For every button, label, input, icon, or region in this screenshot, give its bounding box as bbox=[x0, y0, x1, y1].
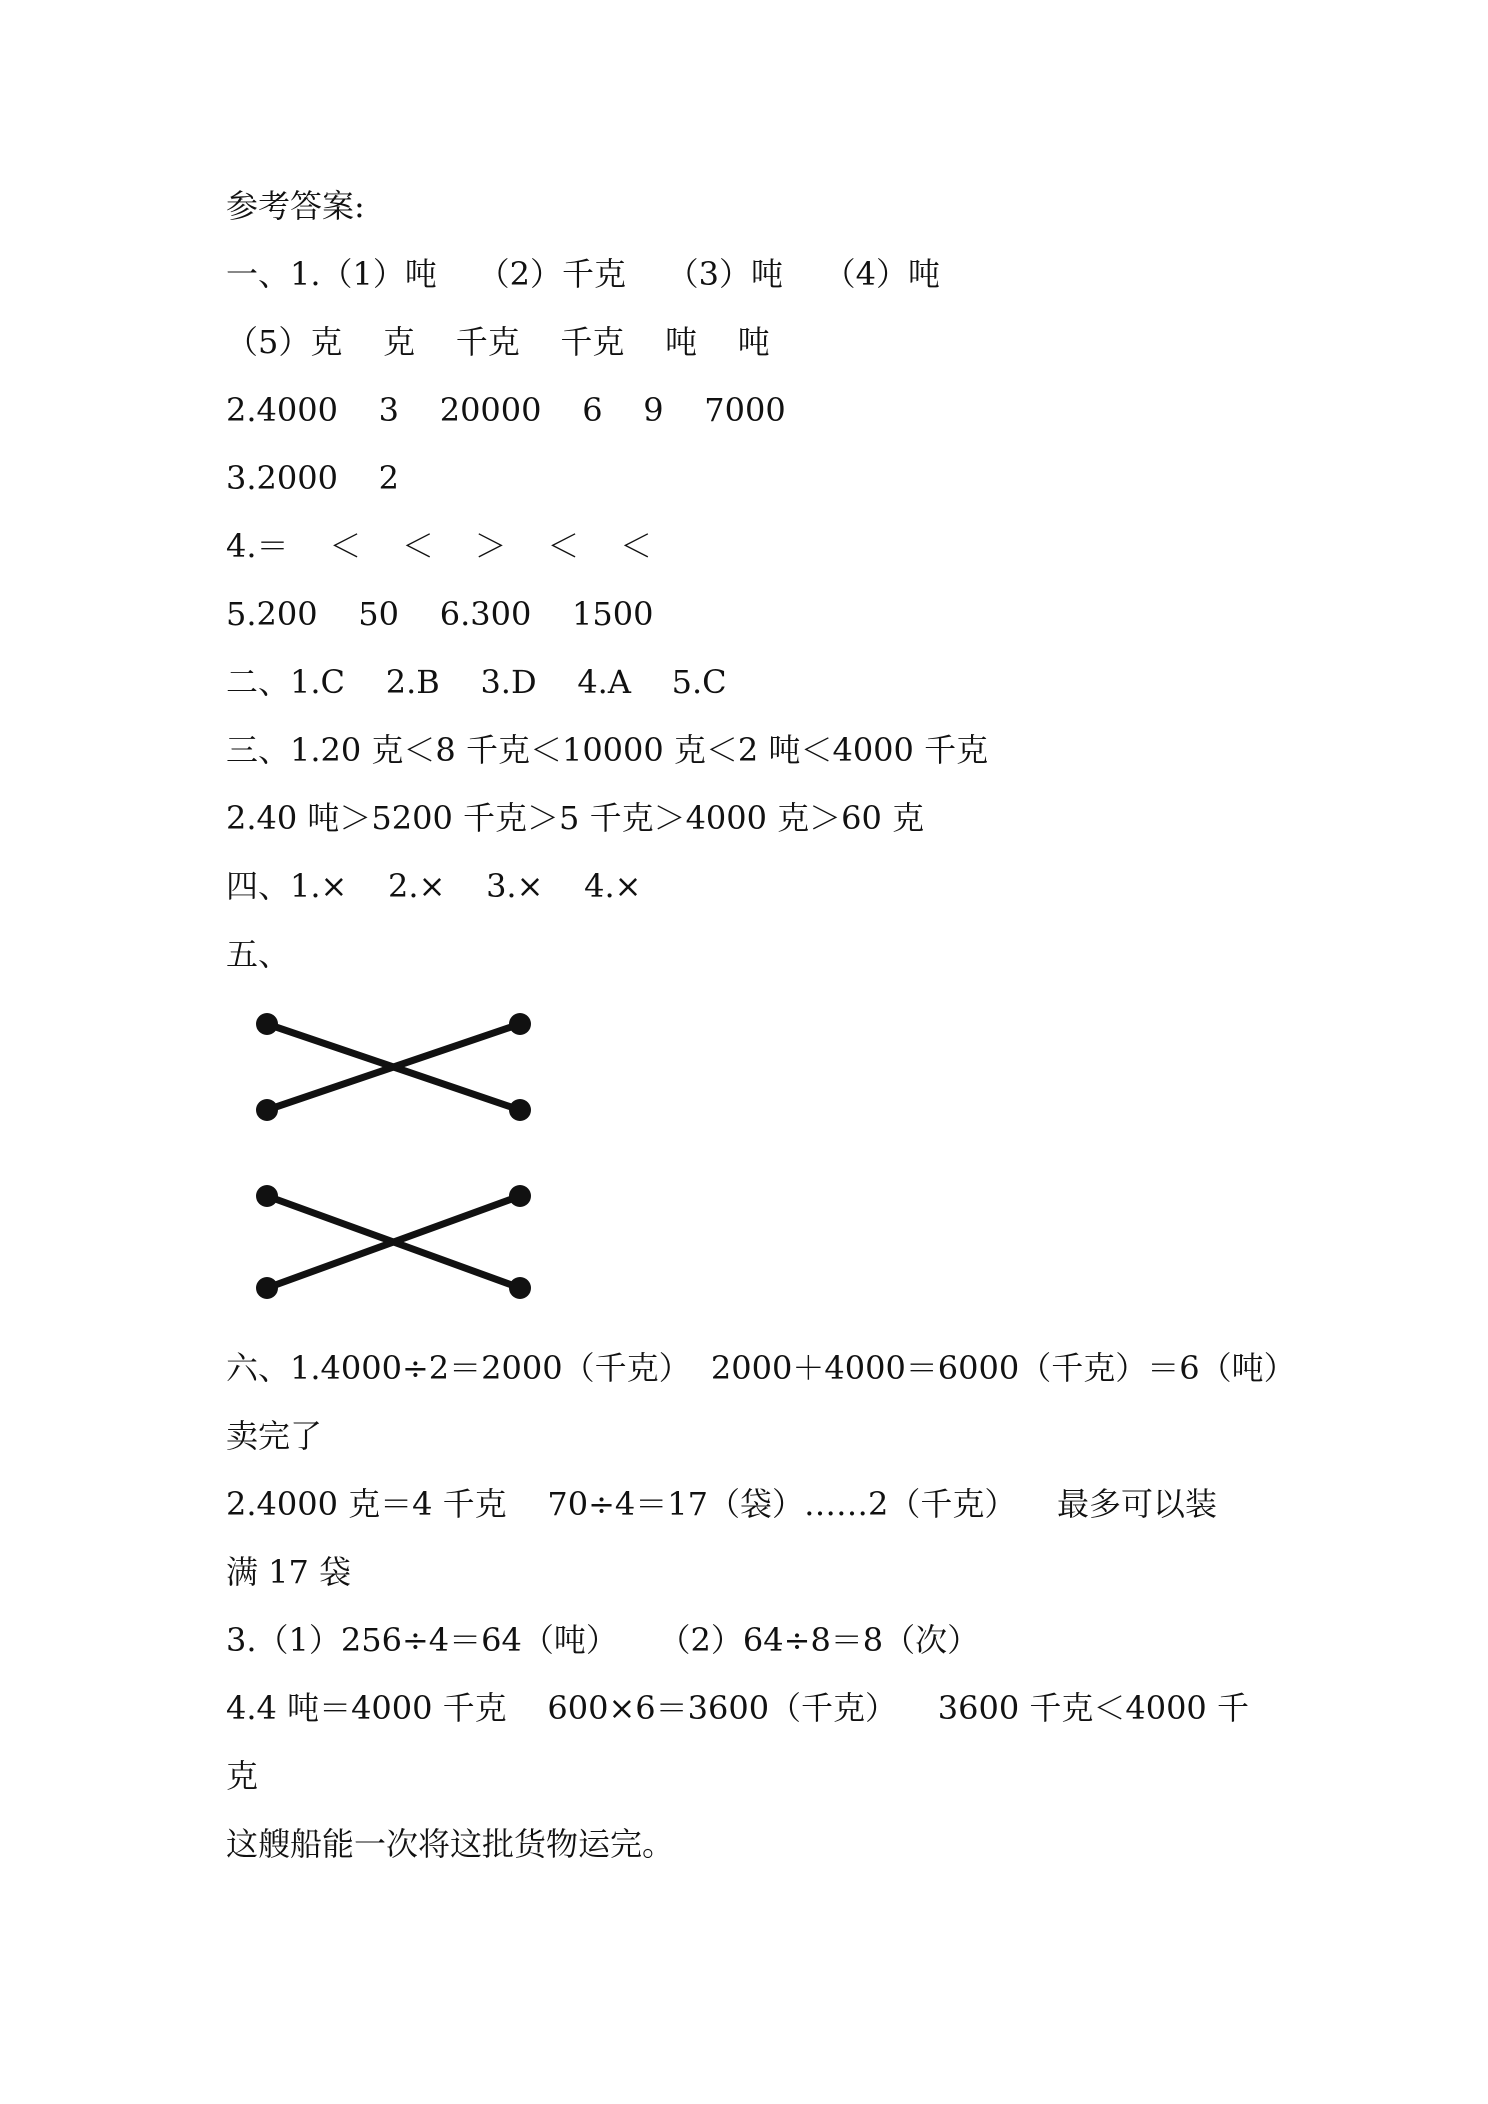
section3-line1: 三、1.20 克＜8 千克＜10000 克＜2 吨＜4000 千克 bbox=[226, 731, 989, 769]
section3-line2: 2.40 吨＞5200 千克＞5 千克＞4000 克＞60 克 bbox=[226, 799, 925, 837]
endpoint-dot bbox=[509, 1277, 531, 1299]
section6-line2: 卖完了 bbox=[226, 1417, 323, 1455]
section6-line3: 2.4000 克＝4 千克 70÷4＝17（袋）……2（千克） 最多可以装 bbox=[226, 1485, 1218, 1523]
endpoint-dot bbox=[509, 1185, 531, 1207]
section1-line5: 4.＝ ＜ ＜ ＞ ＜ ＜ bbox=[226, 527, 652, 565]
endpoint-dot bbox=[256, 1013, 278, 1035]
section2-line1: 二、1.C 2.B 3.D 4.A 5.C bbox=[226, 663, 727, 701]
matching-lines-bottom bbox=[250, 1174, 550, 1314]
section1-line2: （5）克 克 千克 千克 吨 吨 bbox=[226, 323, 770, 361]
section1-line4: 3.2000 2 bbox=[226, 459, 400, 497]
section6-line5: 3.（1）256÷4＝64（吨） （2）64÷8＝8（次） bbox=[226, 1621, 980, 1659]
section6-line6: 4.4 吨＝4000 千克 600×6＝3600（千克） 3600 千克＜4000 千 bbox=[226, 1689, 1249, 1727]
section1-line1: 一、1.（1）吨 （2）千克 （3）吨 （4）吨 bbox=[226, 255, 941, 293]
endpoint-dot bbox=[256, 1277, 278, 1299]
section5-heading: 五、 bbox=[226, 935, 291, 973]
endpoint-dot bbox=[509, 1013, 531, 1035]
section1-line6: 5.200 50 6.300 1500 bbox=[226, 595, 654, 633]
endpoint-dot bbox=[509, 1099, 531, 1121]
endpoint-dot bbox=[256, 1099, 278, 1121]
section6-line8: 这艘船能一次将这批货物运完。 bbox=[226, 1825, 675, 1863]
page-title: 参考答案: bbox=[226, 187, 365, 225]
section6-line1: 六、1.4000÷2＝2000（千克） 2000＋4000＝6000（千克）＝6（吨） bbox=[226, 1349, 1296, 1387]
section1-line3: 2.4000 3 20000 6 9 7000 bbox=[226, 391, 786, 429]
section4-line1: 四、1.× 2.× 3.× 4.× bbox=[226, 867, 642, 905]
matching-lines-top bbox=[250, 1000, 550, 1140]
endpoint-dot bbox=[256, 1185, 278, 1207]
section6-line7: 克 bbox=[226, 1757, 259, 1795]
section6-line4: 满 17 袋 bbox=[226, 1553, 352, 1591]
